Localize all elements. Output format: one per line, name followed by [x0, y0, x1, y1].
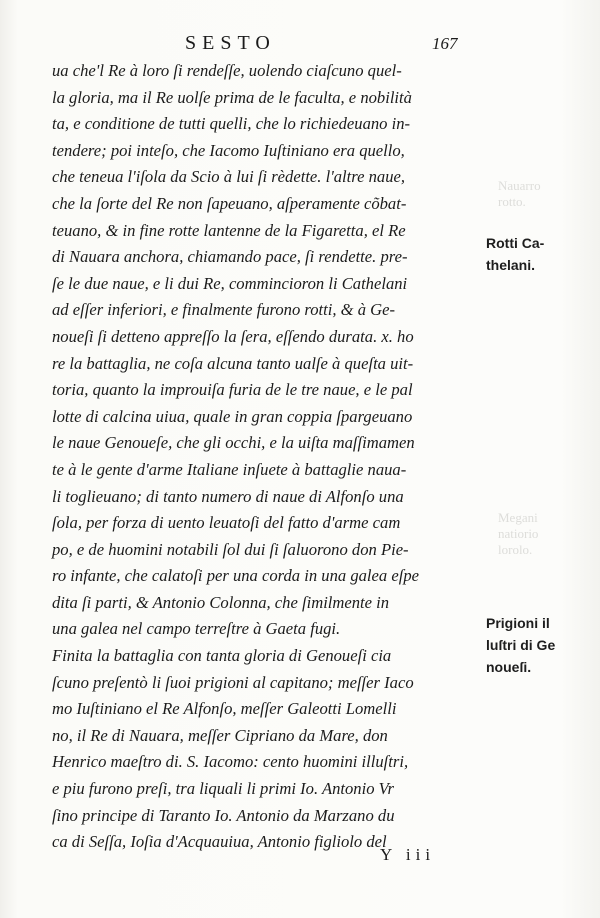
margin-note-line: Prigioni il — [486, 615, 550, 631]
margin-note-line: thelani. — [486, 257, 536, 273]
margin-note — [486, 612, 555, 678]
text-line: mo Iuſtiniano el Re Alfonſo, meſſer Galeotti Lomelli — [52, 699, 397, 719]
text-line: ca di Seſſa, Ioſia d'Acquauiua, Antonio figliolo del — [52, 832, 387, 852]
text-line: re la battaglia, ne coſa alcuna tanto ualſe à queſta uit- — [52, 353, 414, 373]
text-line: ſcuno preſentò li ſuoi prigioni al capitano; meſſer Iaco — [52, 672, 414, 692]
margin-note-line: Rotti Ca- — [486, 235, 545, 251]
text-line: teuano, & in fine rotte lantenne de la Figaretta, el Re — [52, 220, 406, 240]
text-line: e piu furono preſi, tra liquali li primi Io. Antonio Vr — [52, 779, 395, 799]
text-line: tendere; poi inteſo, che Iacomo Iuſtiniano era quello, — [52, 140, 405, 160]
text-line: te à le gente d'arme Italiane inſuete à battaglie naua- — [52, 459, 407, 479]
text-line: noueſi ſi detteno appreſſo la ſera, eſſendo durata. x. ho — [52, 326, 414, 346]
text-line: ua che'l Re à loro ſi rendeſſe, uolendo ciaſcuno quel- — [52, 61, 402, 80]
margin-note-line: luſtri di Ge — [486, 637, 556, 653]
body-text — [52, 58, 494, 856]
page-header — [0, 32, 600, 56]
text-line: ſe le due naue, e li dui Re, commincioron li Cathelani — [52, 273, 408, 293]
show-through-text-top: Nauarro rotto. — [498, 178, 541, 209]
text-line: ad eſſer inferiori, e finalmente furono rotti, & à Ge- — [52, 300, 396, 320]
text-line: ta, e conditione de tutti quelli, che lo richiedeuano in- — [52, 114, 411, 134]
running-head: SESTO — [185, 32, 276, 54]
text-line: Finita la battaglia con tanta gloria di Genoueſi cia — [52, 646, 392, 666]
text-line: che la ſorte del Re non ſapeuano, aſperamente cõbat- — [52, 193, 407, 213]
text-line: ro infante, che calatoſi per una corda in una galea eſpe — [52, 566, 419, 586]
text-line: le naue Genoueſe, che gli occhi, e la uiſta maſſimamen — [52, 433, 415, 453]
text-line: Henrico maeſtro di. S. Iacomo: cento huomini illuſtri, — [52, 752, 409, 772]
text-line: po, e de huomini notabili ſol dui ſi ſaluorono don Pie- — [52, 539, 409, 559]
margin-note — [486, 232, 544, 276]
signature-mark: Y iii — [380, 845, 436, 864]
text-line: ſino principe di Taranto Io. Antonio da Marzano du — [52, 805, 395, 825]
text-line: una galea nel campo terreſtre à Gaeta fugi. — [52, 619, 341, 639]
text-line: ſola, per forza di uento leuatoſi del fatto d'arme cam — [52, 513, 401, 533]
text-line: toria, quanto la improuiſa furia de le tre naue, e le pal — [52, 380, 413, 400]
text-line: dita ſi parti, & Antonio Colonna, che ſimilmente in — [52, 592, 390, 612]
text-line: li toglieuano; di tanto numero di naue di Alfonſo una — [52, 486, 404, 506]
text-line: che teneua l'iſola da Scio à lui ſi rèdette. l'altre naue, — [52, 167, 406, 187]
text-line: di Nauara anchora, chiamando pace, ſi rendette. pre- — [52, 247, 408, 267]
show-through-text-bottom: Megani natiorio lorolo. — [498, 510, 539, 557]
folio-number: 167 — [432, 34, 458, 53]
text-line: no, il Re di Nauara, meſſer Cipriano da Mare, don — [52, 725, 388, 745]
text-line: lotte di calcina uiua, quale in gran coppia ſpargeuano — [52, 406, 413, 426]
margin-note-line: noueſi. — [486, 659, 532, 675]
text-line: la gloria, ma il Re uolſe prima de le faculta, e nobilità — [52, 87, 412, 107]
